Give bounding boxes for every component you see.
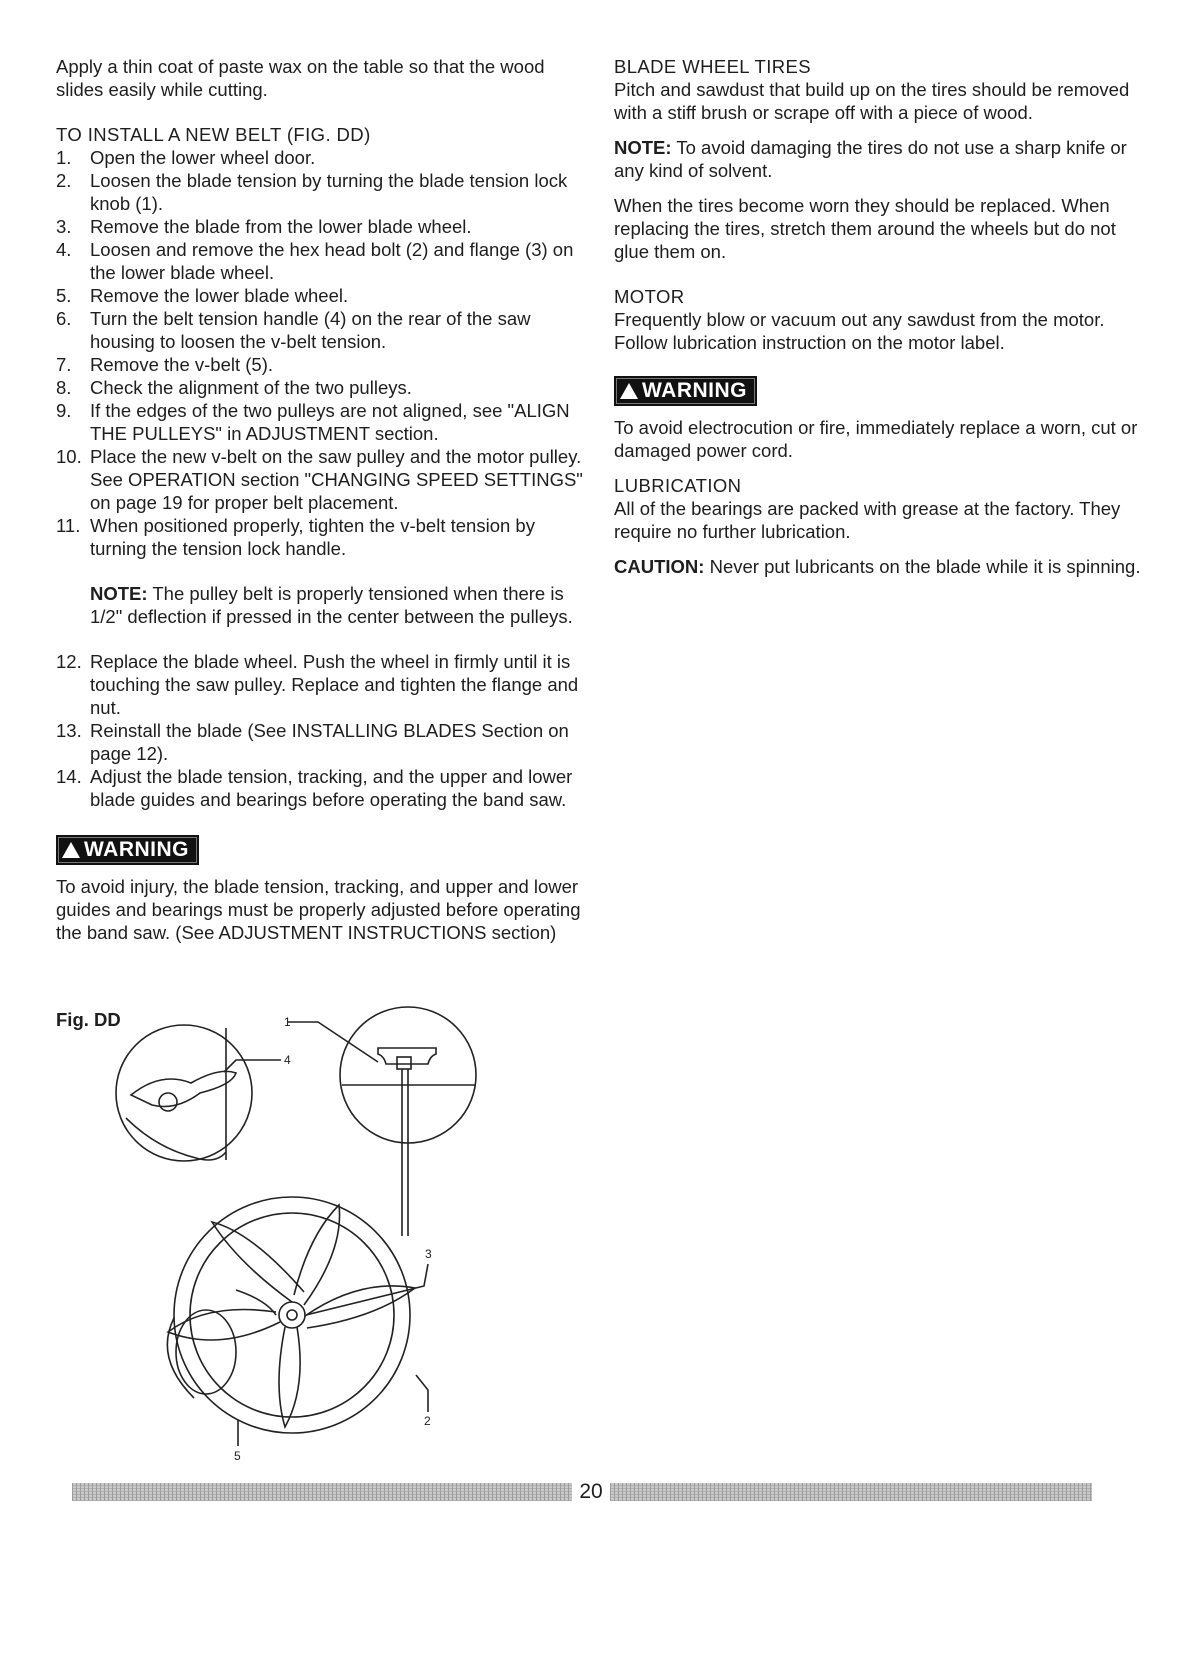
caution-label: CAUTION: bbox=[614, 556, 705, 577]
right-column bbox=[614, 55, 1154, 578]
install-steps-list bbox=[56, 146, 591, 560]
step-text: Remove the v-belt (5). bbox=[90, 354, 274, 375]
callout-1: 1 bbox=[284, 1015, 291, 1029]
step-number: 2. bbox=[56, 170, 72, 191]
step-number: 6. bbox=[56, 308, 72, 329]
belt-tension-note bbox=[56, 582, 591, 628]
figure-label: Fig. DD bbox=[56, 1009, 121, 1030]
step-number: 5. bbox=[56, 285, 72, 306]
step-item bbox=[56, 284, 591, 307]
wheel-spoke bbox=[279, 1327, 300, 1427]
step-number: 4. bbox=[56, 239, 72, 260]
step-number: 3. bbox=[56, 216, 72, 237]
callout-3: 3 bbox=[425, 1247, 432, 1261]
step-text: Open the lower wheel door. bbox=[90, 147, 316, 168]
step-text: If the edges of the two pulleys are not aligned, see "ALIGN THE PULLEYS" in ADJUSTMENT section. bbox=[90, 400, 570, 444]
step-number: 8. bbox=[56, 377, 72, 398]
wheel-hub bbox=[279, 1302, 305, 1328]
warning-triangle-icon bbox=[620, 383, 638, 399]
warning-text: To avoid injury, the blade tension, tracking, and upper and lower guides and bearings must be properly adjusted before operating the band saw. (See ADJUSTMENT INSTRUCTIONS section) bbox=[56, 876, 581, 943]
step-item bbox=[56, 514, 591, 560]
step-text: Loosen the blade tension by turning the blade tension lock knob (1). bbox=[90, 170, 568, 214]
motor-pulley bbox=[176, 1310, 236, 1394]
step-number: 14. bbox=[56, 766, 82, 787]
step-text: Adjust the blade tension, tracking, and the upper and lower blade guides and bearings before operating the band saw. bbox=[90, 766, 573, 810]
note-label: NOTE: bbox=[90, 583, 148, 604]
wheel-spoke bbox=[168, 1310, 280, 1341]
warning-tag-label: WARNING bbox=[84, 838, 189, 861]
install-steps-continued bbox=[56, 650, 591, 811]
caution-paragraph bbox=[614, 555, 1154, 578]
leader-4 bbox=[224, 1060, 281, 1072]
left-column bbox=[56, 55, 591, 944]
handle-detail-circle bbox=[116, 1025, 252, 1161]
lock-knob bbox=[378, 1048, 436, 1064]
tires-text: Pitch and sawdust that build up on the tires should be removed with a stiff brush or scrape off with a piece of wood. bbox=[614, 79, 1130, 123]
tires-note bbox=[614, 136, 1154, 182]
step-item bbox=[56, 238, 591, 284]
intro-paragraph: Apply a thin coat of paste wax on the table so that the wood slides easily while cutting. bbox=[56, 56, 545, 100]
hex-bolt bbox=[287, 1310, 297, 1320]
step-number: 12. bbox=[56, 651, 82, 672]
v-belt bbox=[167, 1290, 276, 1398]
step-number: 7. bbox=[56, 354, 72, 375]
belt-diagram bbox=[56, 1000, 616, 1460]
knob-hub bbox=[397, 1057, 411, 1069]
step-text: Remove the blade from the lower blade wheel. bbox=[90, 216, 472, 237]
step-text: Turn the belt tension handle (4) on the rear of the saw housing to loosen the v-belt tension. bbox=[90, 308, 531, 352]
tires-replace-text: When the tires become worn they should be replaced. When replacing the tires, stretch them around the wheels but do not glue them on. bbox=[614, 195, 1116, 262]
footer-band-right bbox=[610, 1483, 1092, 1501]
tension-handle bbox=[131, 1071, 236, 1106]
step-number: 11. bbox=[56, 515, 81, 536]
motor-heading: MOTOR bbox=[614, 286, 685, 307]
step-item bbox=[56, 376, 591, 399]
step-text: Reinstall the blade (See INSTALLING BLADES Section on page 12). bbox=[90, 720, 569, 764]
step-item bbox=[56, 650, 591, 719]
step-item bbox=[56, 353, 591, 376]
caution-text: Never put lubricants on the blade while it is spinning. bbox=[709, 556, 1141, 577]
warning-text: To avoid electrocution or fire, immediately replace a worn, cut or damaged power cord. bbox=[614, 417, 1138, 461]
step-number: 1. bbox=[56, 147, 72, 168]
handle-pivot bbox=[159, 1093, 177, 1111]
warning-tag-label: WARNING bbox=[642, 379, 747, 402]
page-footer bbox=[72, 1479, 1092, 1505]
callout-2: 2 bbox=[424, 1414, 431, 1428]
note-text: To avoid damaging the tires do not use a sharp knife or any kind of solvent. bbox=[614, 137, 1127, 181]
wheel-spoke bbox=[212, 1222, 304, 1302]
note-label: NOTE: bbox=[614, 137, 672, 158]
warning-tag bbox=[56, 835, 199, 865]
lubrication-heading: LUBRICATION bbox=[614, 475, 742, 496]
step-text: Place the new v-belt on the saw pulley and the motor pulley. See OPERATION section "CHANGING SPEED SETTINGS" on page 19 for proper belt placement. bbox=[90, 446, 583, 513]
step-item bbox=[56, 307, 591, 353]
tires-heading: BLADE WHEEL TIRES bbox=[614, 56, 811, 77]
install-belt-heading: TO INSTALL A NEW BELT (FIG. DD) bbox=[56, 124, 371, 145]
step-number: 10. bbox=[56, 446, 82, 467]
lubrication-text: All of the bearings are packed with grease at the factory. They require no further lubrication. bbox=[614, 498, 1121, 542]
callout-4: 4 bbox=[284, 1053, 291, 1067]
step-text: Replace the blade wheel. Push the wheel in firmly until it is touching the saw pulley. Replace and tighten the flange and nut. bbox=[90, 651, 579, 718]
warning-triangle-icon bbox=[62, 842, 80, 858]
housing-curve bbox=[126, 1118, 226, 1160]
step-item bbox=[56, 146, 591, 169]
note-text: The pulley belt is properly tensioned when there is 1/2" deflection if pressed in the center between the pulleys. bbox=[90, 583, 573, 627]
warning-block bbox=[614, 376, 1154, 406]
step-text: Loosen and remove the hex head bolt (2) and flange (3) on the lower blade wheel. bbox=[90, 239, 574, 283]
step-item bbox=[56, 169, 591, 215]
footer-band-left bbox=[72, 1483, 572, 1501]
step-text: Check the alignment of the two pulleys. bbox=[90, 377, 412, 398]
step-item bbox=[56, 215, 591, 238]
step-item bbox=[56, 719, 591, 765]
step-item bbox=[56, 765, 591, 811]
warning-tag bbox=[614, 376, 757, 406]
step-number: 9. bbox=[56, 400, 72, 421]
callout-5: 5 bbox=[234, 1449, 241, 1460]
page-number: 20 bbox=[579, 1480, 603, 1503]
step-number: 13. bbox=[56, 720, 82, 741]
leader-2 bbox=[416, 1375, 428, 1412]
leader-1 bbox=[288, 1022, 378, 1062]
step-item bbox=[56, 399, 591, 445]
warning-block bbox=[56, 835, 591, 865]
step-text: When positioned properly, tighten the v-belt tension by turning the tension lock handle. bbox=[90, 515, 535, 559]
wheel-spoke bbox=[294, 1205, 340, 1305]
step-item bbox=[56, 445, 591, 514]
lower-wheel-outer bbox=[174, 1197, 410, 1433]
figure-dd bbox=[56, 1000, 616, 1460]
step-text: Remove the lower blade wheel. bbox=[90, 285, 349, 306]
motor-text: Frequently blow or vacuum out any sawdust from the motor. Follow lubrication instruction on the motor label. bbox=[614, 309, 1105, 353]
